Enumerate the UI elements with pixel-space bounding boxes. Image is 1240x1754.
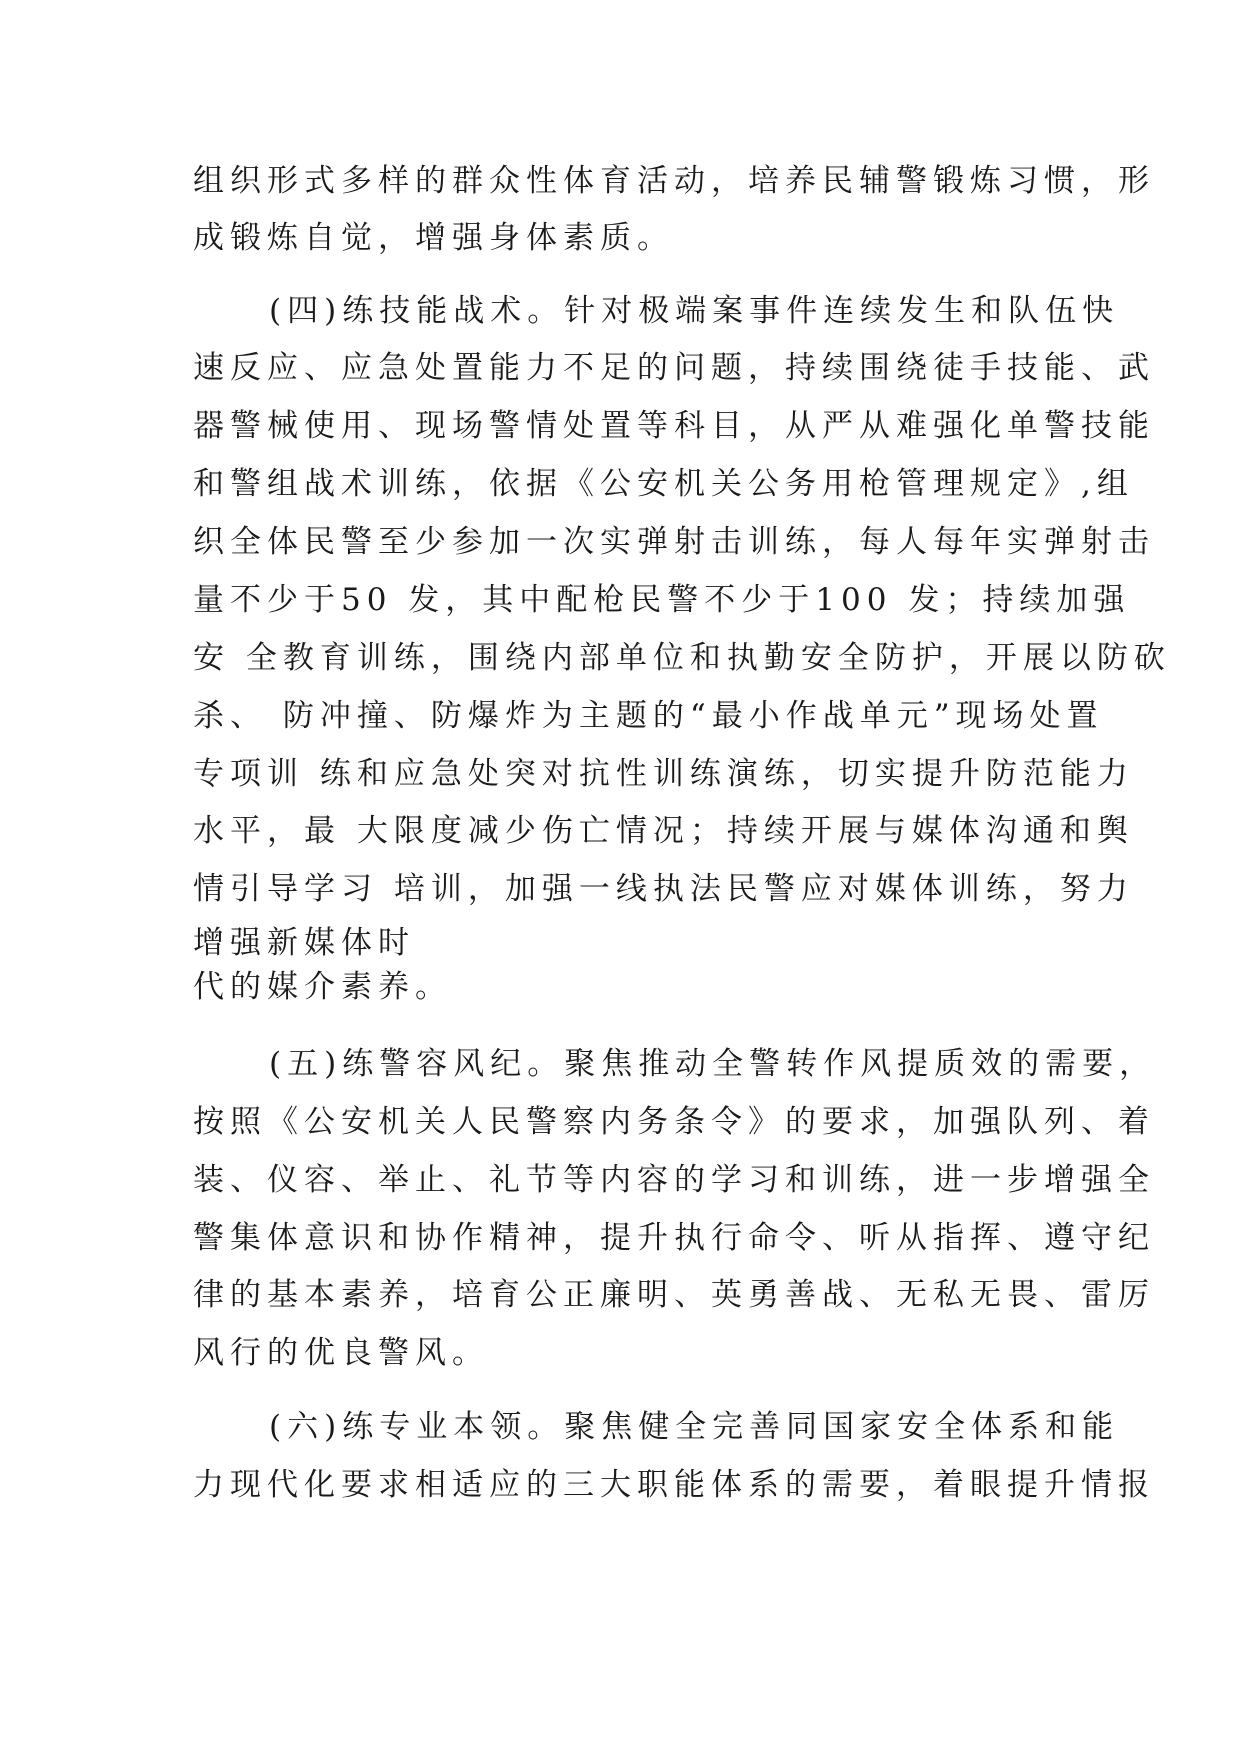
text-line: 速反应、应急处置能力不足的问题，持续围绕徒手技能、武	[193, 350, 1155, 386]
text-line: 量不少于50 发，其中配枪民警不少于100 发；持续加强	[193, 582, 1131, 618]
text-line: 情引导学习 培训，加强一线执法民警应对媒体训练，努力	[193, 871, 1134, 907]
text-line: 安 全教育训练，围绕内部单位和执勤安全防护，开展以防砍	[193, 640, 1171, 676]
text-line: 代的媒介素养。	[193, 969, 452, 1005]
text-line: 力现代化要求相适应的三大职能体系的需要，着眼提升情报	[193, 1467, 1155, 1503]
text-line: (六)练专业本领。聚焦健全完善同国家安全体系和能	[269, 1409, 1120, 1445]
text-line: 成锻炼自觉，增强身体素质。	[193, 220, 674, 256]
text-line: 装、仪容、举止、礼节等内容的学习和训练，进一步增强全	[193, 1162, 1155, 1198]
text-line: 组织形式多样的群众性体育活动，培养民辅警锻炼习惯，形	[193, 163, 1155, 199]
text-line: 律的基本素养，培育公正廉明、英勇善战、无私无畏、雷厉	[193, 1277, 1155, 1313]
text-line: 警集体意识和协作精神，提升执行命令、听从指挥、遵守纪	[193, 1220, 1155, 1256]
text-line: 增强新媒体时	[193, 925, 415, 961]
text-line: 织全体民警至少参加一次实弹射击训练，每人每年实弹射击	[193, 524, 1155, 560]
text-line: 水平，最 大限度减少伤亡情况；持续开展与媒体沟通和舆	[193, 813, 1134, 849]
text-line: 专项训 练和应急处突对抗性训练演练，切实提升防范能力	[193, 756, 1134, 792]
text-line: 器警械使用、现场警情处置等科目，从严从难强化单警技能	[193, 408, 1155, 444]
text-line: (四)练技能战术。针对极端案事件连续发生和队伍快	[269, 293, 1120, 329]
text-line: 和警组战术训练，依据《公安机关公务用枪管理规定》,组	[193, 466, 1134, 502]
text-line: 杀、 防冲撞、防爆炸为主题的“最小作战单元”现场处置	[193, 698, 1104, 734]
text-line: (五)练警容风纪。聚焦推动全警转作风提质效的需要，	[269, 1046, 1157, 1082]
text-line: 风行的优良警风。	[193, 1335, 489, 1371]
text-line: 按照《公安机关人民警察内务条令》的要求，加强队列、着	[193, 1104, 1155, 1140]
